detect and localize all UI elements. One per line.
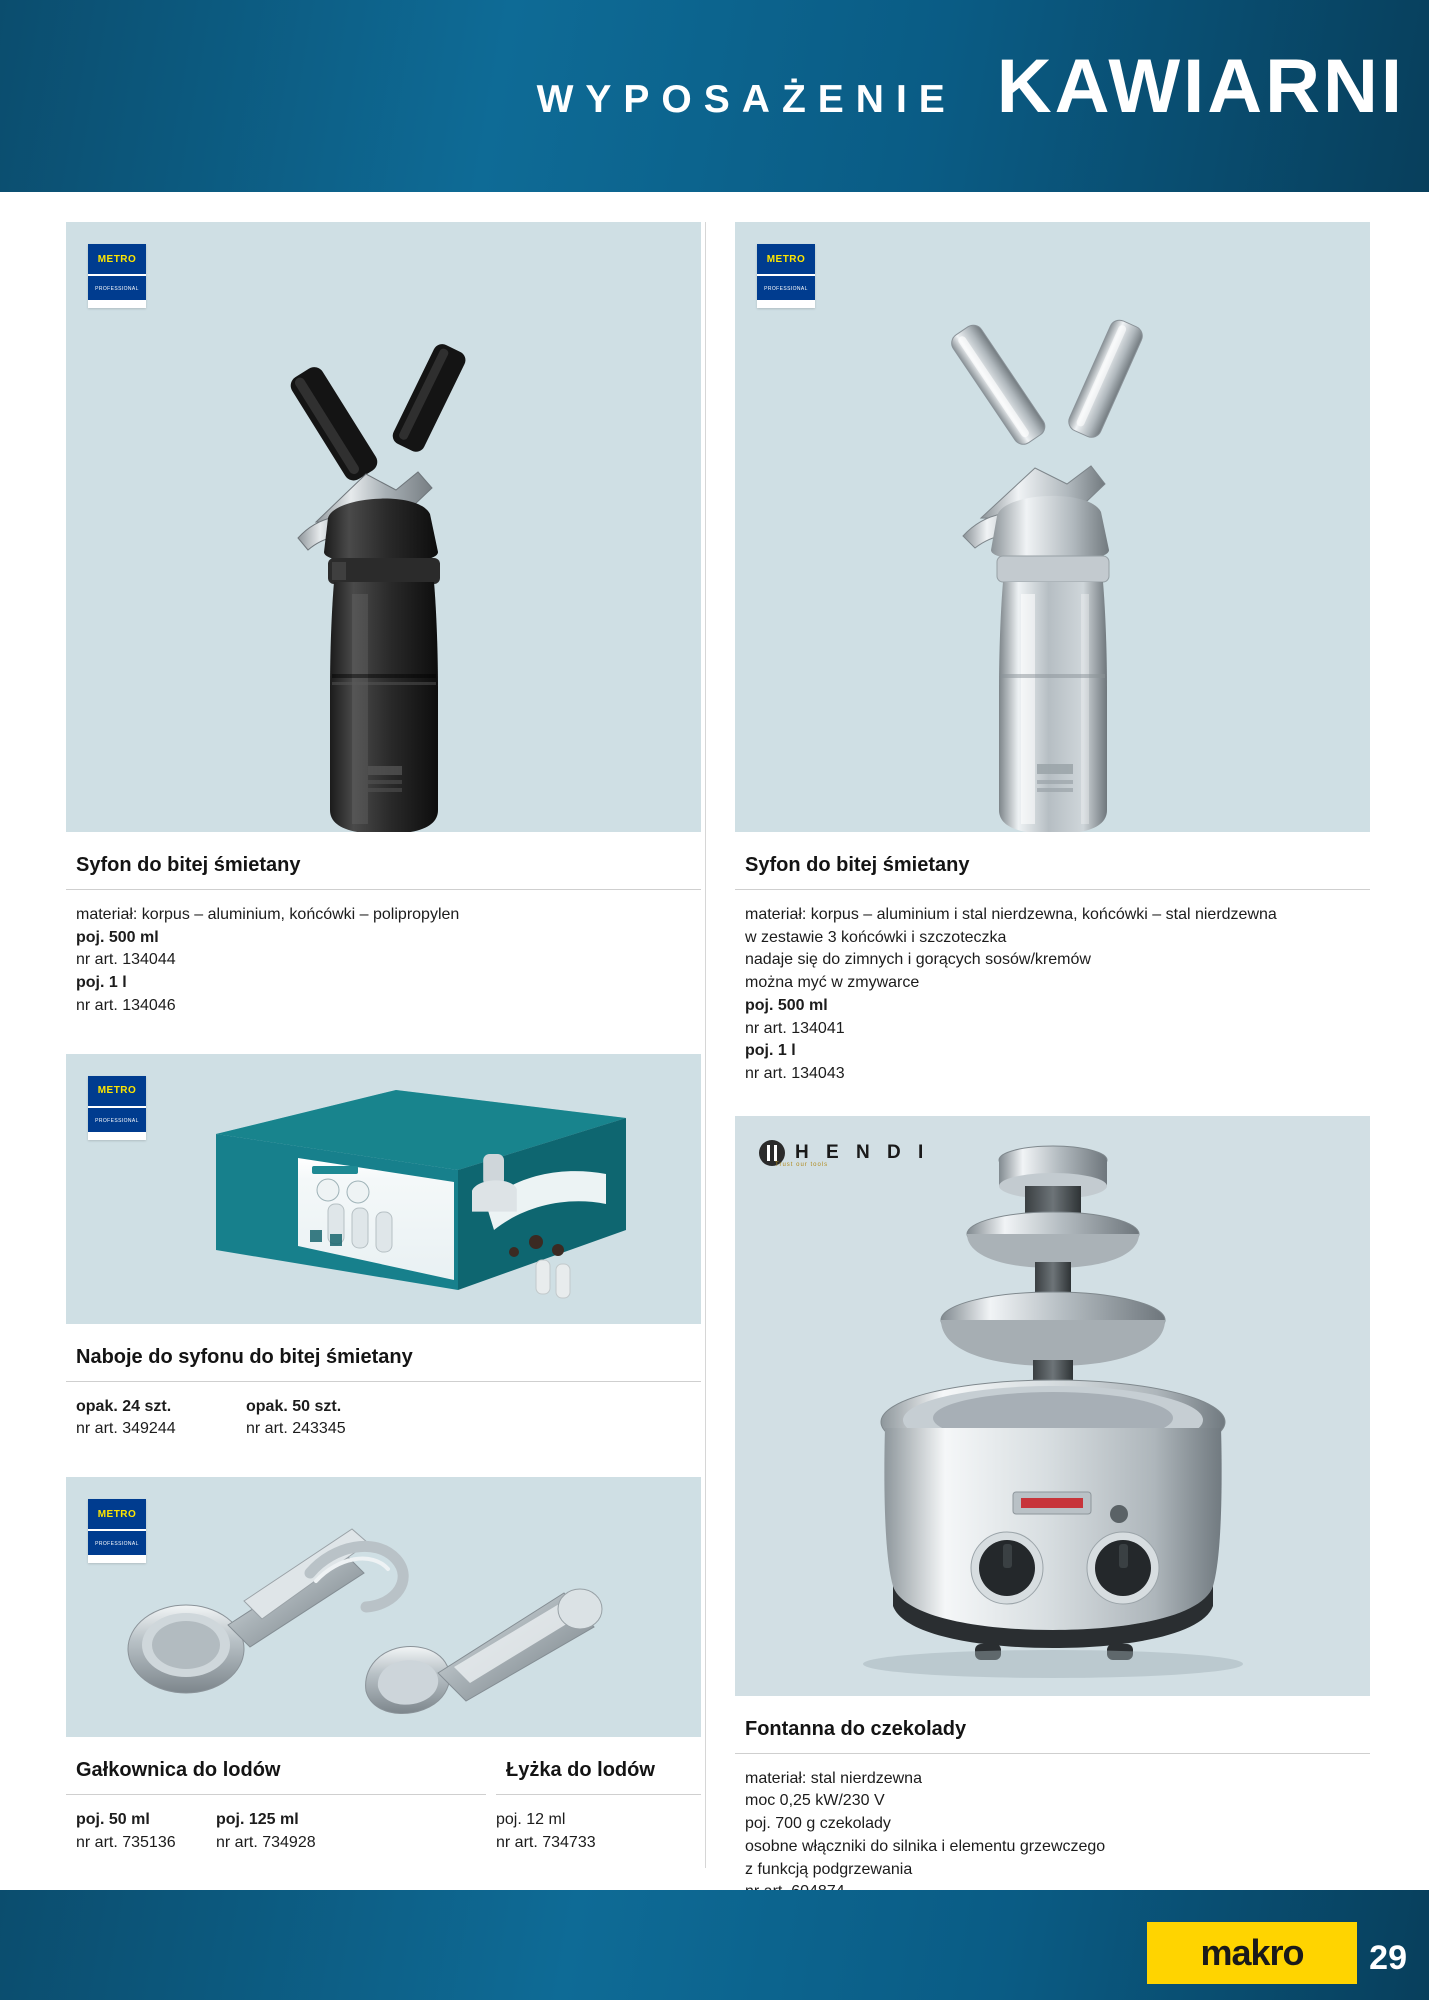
black-whipped-cream-siphon-illustration	[66, 222, 701, 832]
spec-line: materiał: stal nierdzewna	[745, 1769, 922, 1787]
product-title-fontanna: Fontanna do czekolady	[745, 1717, 967, 1740]
product-title-syfon-czarny: Syfon do bitej śmietany	[76, 854, 301, 876]
spec-line: moc 0,25 kW/230 V	[745, 1792, 885, 1810]
product-specs-naboje	[66, 1382, 701, 1441]
product-title-galkownica: Gałkownica do lodów	[76, 1759, 281, 1782]
product-title-syfon-stal: Syfon do bitej śmietany	[745, 854, 970, 876]
product-title-lyzka: Łyżka do lodów	[506, 1759, 655, 1782]
variant-art: nr art. 134041	[745, 1019, 845, 1037]
hendi-logo-text: H E N D I	[795, 1141, 930, 1163]
hendi-logo-subtext: Trust our tools	[775, 1161, 829, 1168]
product-photo-fontanna	[735, 1116, 1370, 1696]
metro-logo-text: METRO	[97, 253, 137, 265]
product-specs-lody	[66, 1795, 701, 1854]
variant-art: nr art. 134046	[76, 996, 176, 1014]
makro-logo-text: makro	[1200, 1932, 1304, 1973]
variant-label: poj. 1 l	[76, 974, 127, 992]
metro-logo-subtext: PROFESSIONAL	[764, 286, 808, 292]
spec-line: można myć w zmywarce	[745, 974, 920, 992]
product-photo-naboje	[66, 1054, 701, 1324]
variant-label: poj. 1 l	[745, 1042, 796, 1060]
variant-art: nr art. 734928	[216, 1833, 316, 1851]
metro-professional-logo	[757, 244, 815, 308]
spec-line: materiał: korpus – aluminium i stal nierdzewna, końcówki – stal nierdzewna	[745, 906, 1277, 923]
spec-line: z funkcją podgrzewania	[745, 1860, 913, 1878]
spec-line: w zestawie 3 końcówki i szczoteczka	[745, 928, 1007, 946]
spec-line: nadaje się do zimnych i gorących sosów/kremów	[745, 951, 1091, 969]
product-photo-lody	[66, 1477, 701, 1737]
titles-row-lody	[66, 1737, 701, 1794]
variant-label: opak. 24 szt.	[76, 1397, 172, 1415]
cream-chargers-box-illustration	[66, 1054, 701, 1324]
chocolate-fountain-illustration	[735, 1116, 1370, 1696]
metro-logo-subtext: PROFESSIONAL	[95, 286, 139, 292]
variant-art: nr art. 735136	[76, 1833, 176, 1851]
variant-label: poj. 125 ml	[216, 1811, 299, 1829]
steel-whipped-cream-siphon-illustration	[735, 222, 1370, 832]
variant-art: nr art. 243345	[246, 1420, 346, 1438]
ice-cream-scoops-illustration	[66, 1477, 701, 1737]
variant-art: nr art. 134043	[745, 1065, 845, 1083]
metro-professional-logo	[88, 1499, 146, 1563]
spec-line: poj. 700 g czekolady	[745, 1815, 891, 1833]
page-title: KAWIARNI	[996, 43, 1405, 129]
header-subtitle: WYPOSAŻENIE	[536, 77, 957, 121]
left-column	[66, 222, 701, 1854]
variant-art: nr art. 349244	[76, 1420, 176, 1438]
title-rules-row	[66, 1794, 701, 1795]
page-header	[0, 0, 1429, 192]
metro-professional-logo	[88, 244, 146, 308]
metro-logo-subtext: PROFESSIONAL	[95, 1541, 139, 1548]
metro-logo-text: METRO	[97, 1508, 137, 1520]
spec-line: materiał: korpus – aluminium, końcówki – polipropylen	[76, 906, 460, 923]
page-number: 29	[1369, 1939, 1407, 1977]
metro-logo-subtext: PROFESSIONAL	[95, 1117, 139, 1124]
product-specs-syfon-stal	[735, 890, 1370, 1086]
product-title-naboje: Naboje do syfonu do bitej śmietany	[76, 1345, 413, 1368]
makro-logo	[1147, 1922, 1357, 1984]
variant-label: poj. 500 ml	[745, 996, 828, 1014]
product-specs-syfon-czarny	[66, 890, 701, 1018]
spec-line: osobne włączniki do silnika i elementu grzewczego	[745, 1837, 1106, 1855]
product-photo-syfon-stal	[735, 222, 1370, 832]
variant-label: poj. 12 ml	[496, 1811, 566, 1829]
variant-label: opak. 50 szt.	[246, 1397, 342, 1415]
metro-professional-logo	[88, 1076, 146, 1140]
column-divider	[705, 222, 706, 1868]
variant-label: poj. 50 ml	[76, 1811, 150, 1829]
variant-art: nr art. 134044	[76, 951, 176, 969]
right-column	[735, 222, 1370, 1904]
page-footer	[0, 1890, 1429, 2000]
product-photo-syfon-czarny	[66, 222, 701, 832]
product-specs-fontanna	[735, 1754, 1370, 1904]
metro-logo-text: METRO	[97, 1085, 137, 1097]
variant-art: nr art. 734733	[496, 1833, 596, 1851]
metro-logo-text: METRO	[766, 253, 806, 265]
variant-label: poj. 500 ml	[76, 928, 159, 946]
